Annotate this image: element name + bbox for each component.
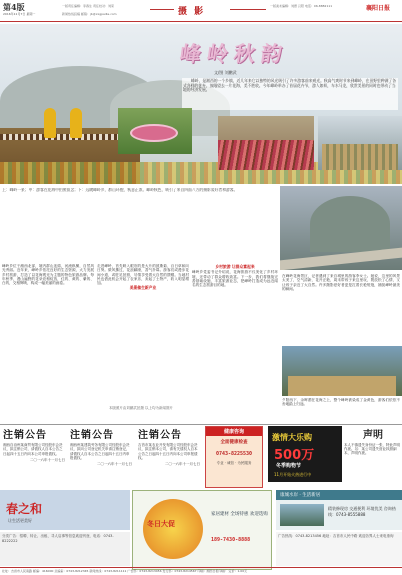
notice-date: 二〇一六年十一月七日	[97, 462, 132, 467]
intro-text: 峰岭，是湘西的一个乡镇，近几年来它以独特的风光吸引了许多游客前来观光。秋高气爽时节来到峰岭，在田野里种满了各式各样的花卉，放眼望去一片花海，美不胜收。今年峰岭举办了首届花卉节，游人如织，车水马龙，欣赏美景的同时也带动了当地的经济发展。	[183, 78, 397, 92]
clinic-ad-phone: 0743-8225530	[215, 451, 253, 457]
sale-title: 冬日大促	[147, 520, 175, 528]
cancellation-notice	[3, 426, 65, 486]
page-number: 第4版	[3, 2, 25, 12]
starburst-graphic	[143, 499, 203, 559]
subheading: 乡村旅游 让群众富起来	[215, 264, 255, 269]
designer-info: 一版美术编辑：刘德 汉阳 电话：06-8882111	[270, 4, 333, 8]
mountain	[310, 196, 390, 252]
article-column	[97, 264, 189, 404]
paragraph: 夕阳西下，余晖洒在花海之上，整个峰岭被染成了金黄色，游客们依依不舍地踏上归途。	[282, 398, 400, 407]
issue-date: 2016年11月7日 星期一	[3, 12, 36, 16]
notice-title: 注销公告	[3, 430, 47, 441]
intro-box	[182, 78, 398, 110]
notice-title: 注销公告	[138, 430, 182, 441]
clinic-ad-name: 全面健康检查	[220, 440, 248, 445]
estate-banner: 康城水岸 · 生活新居	[276, 490, 402, 500]
estate-photo	[280, 504, 324, 526]
brand-ad[interactable]	[0, 490, 130, 530]
ad-hotline: 广告热线：0743-8213456 地址：吉首市人民中路 欢迎各界人士来电垂询	[276, 532, 402, 566]
divider	[230, 9, 266, 10]
classified-ad: 分类广告：招聘、转让、出租、寻人启事等信息欢迎刊登，电话：0743-8222222	[0, 532, 130, 566]
cancellation-notice	[138, 426, 200, 486]
cancellation-notice	[70, 426, 132, 486]
flower-ring	[130, 124, 178, 142]
notice-date: 二〇一六年十一月七日	[30, 457, 65, 462]
notice-date: 二〇一六年十一月七日	[165, 462, 200, 467]
notice-title: 注销公告	[70, 430, 114, 441]
notice-body: 湘西自治州某商贸有限公司经股东会决议，拟注销公司，请债权人自本公告之日起四十五日内向本公司申报债权。	[3, 443, 63, 456]
contact-email: 新闻热线投稿 邮箱：jb@xxgpaille.com	[62, 12, 117, 16]
promo-amount: 500万	[274, 448, 315, 463]
brand-logo: 春之和	[6, 502, 43, 516]
paragraph: 在峰岭花海景区，记者遇到了来自城里的游客李女士。她说，这里的风景太美了，空气清新，花开正艳，周末带孩子来这里玩，既放松了心情，又让孩子亲近了大自然。许多摄影爱好者更是扛着长枪短炮，捕捉峰岭最美的瞬间。	[282, 274, 400, 291]
home-sale-ad[interactable]	[132, 490, 272, 570]
red-flowers	[218, 140, 314, 170]
sale-phone: 189-7430-8888	[211, 537, 251, 543]
shopping-promo-ad[interactable]	[268, 426, 342, 482]
promo-line1: 激情大乐购	[272, 433, 312, 442]
real-estate-ad[interactable]	[276, 490, 402, 530]
notice-body: 湘西州某建筑劳务有限公司经股东会决议，拟向公司登记机关申请注销登记，请债权人自本公告之日起四十五日内申报债权。	[70, 443, 130, 460]
subheading: 美景催生新产业	[129, 285, 157, 291]
sale-desc: 家居建材 全场特惠 欢迎选购	[211, 512, 268, 517]
section-title: 摄 影	[178, 7, 206, 17]
clinic-ad[interactable]	[205, 426, 263, 488]
page-footer: 社址：吉首市人民南路 邮编：416000 总编室：0743-8212345 新闻热线：0743-8211111 广告部：0743-8213456 发行部：0743-8214567 印刷：湘西日报印刷厂 定价：1.00元	[0, 567, 402, 575]
mountain-photo	[280, 186, 402, 270]
paper-logo: 襄阳日报	[366, 5, 391, 12]
scenery-photo	[318, 116, 402, 170]
statement-body: 本人不慎遗失身份证一张，特此声明作废。另：某公司遗失营业执照副本，声明作废。	[344, 443, 400, 456]
estate-text: 精装修现房 交通便利 环境优美 咨询热线：0743-8555888	[328, 506, 396, 517]
flower-field-photo	[218, 116, 314, 170]
photo-credit-note: 本版照片由刘鹏武拍摄 以上均为新闻图片	[108, 406, 174, 410]
field-rows	[322, 144, 398, 170]
article-column	[2, 264, 94, 404]
masthead	[0, 0, 402, 22]
person-figure	[44, 108, 56, 138]
statement-title: 声明	[363, 430, 383, 441]
clinic-ad-note: 专业 · 诚信 · 为民服务	[216, 461, 252, 465]
paragraph: 走进峰岭，首先映入眼帘的是大片的波斯菊、百日草和向日葵。微风拂过，花浪翻滚，香气扑鼻。游客们或漫步花间小道，或驻足拍照，尽情享受着大自然的馈赠。当地村民也借此机会开起了农家乐，卖起了土特产，收入明显增加。	[97, 264, 189, 286]
article-column	[282, 274, 400, 344]
paragraph: 峰岭乡位于湘西北部，境内群山连绵，河流纵横，自然风光秀丽。近年来，峰岭乡依托良好的生态资源，大力发展乡村旅游，打造了以花海观光为主题的特色旅游品牌。每年秋季，漫山遍野的花朵竞相绽放，红的、黄的、紫的、白的，交相辉映，构成一幅美丽的画卷。	[2, 264, 94, 286]
editor-info: 一版责任编辑：李春生 责任校对：刘荣	[62, 4, 114, 8]
photo-caption: 上：峰岭一景；中：游客在花海中拍照留念；下：远眺峰岭乡，群山环抱，秋意正浓。峰岭秋色，吸引了来自四面八方的摄影爱好者和游客。	[2, 188, 238, 192]
clinic-ad-header: 健康咨询	[206, 427, 262, 436]
statement-notice	[344, 426, 402, 488]
byline: 文/图 刘鹏武	[214, 70, 237, 75]
brand-slogan: 让生活更美好	[8, 518, 32, 523]
person-figure	[70, 108, 82, 138]
notice-body: 吉首市某农业开发有限公司经股东会决议，拟注销本公司，请有关债权人自本公告之日起四十五日内向本公司申报债权。	[138, 443, 198, 460]
wheat-field	[288, 376, 396, 396]
paragraph: 峰岭乡党委书记介绍说，花海旅游不仅美化了乡村环境，还带动了群众增收致富。下一步，我们将继续完善基础设施，丰富旅游业态，把峰岭打造成为远近闻名的生态旅游目的地。	[192, 270, 278, 288]
divider	[150, 9, 174, 10]
article-column	[192, 264, 278, 404]
promo-note: 11月开始火热进行中	[274, 472, 312, 477]
promo-event: 冬季购物节	[276, 463, 302, 469]
village-photo	[282, 346, 402, 396]
article-column	[282, 398, 400, 422]
flower-ring-photo	[118, 108, 192, 154]
article-headline: 峰岭秋韵	[178, 41, 290, 66]
